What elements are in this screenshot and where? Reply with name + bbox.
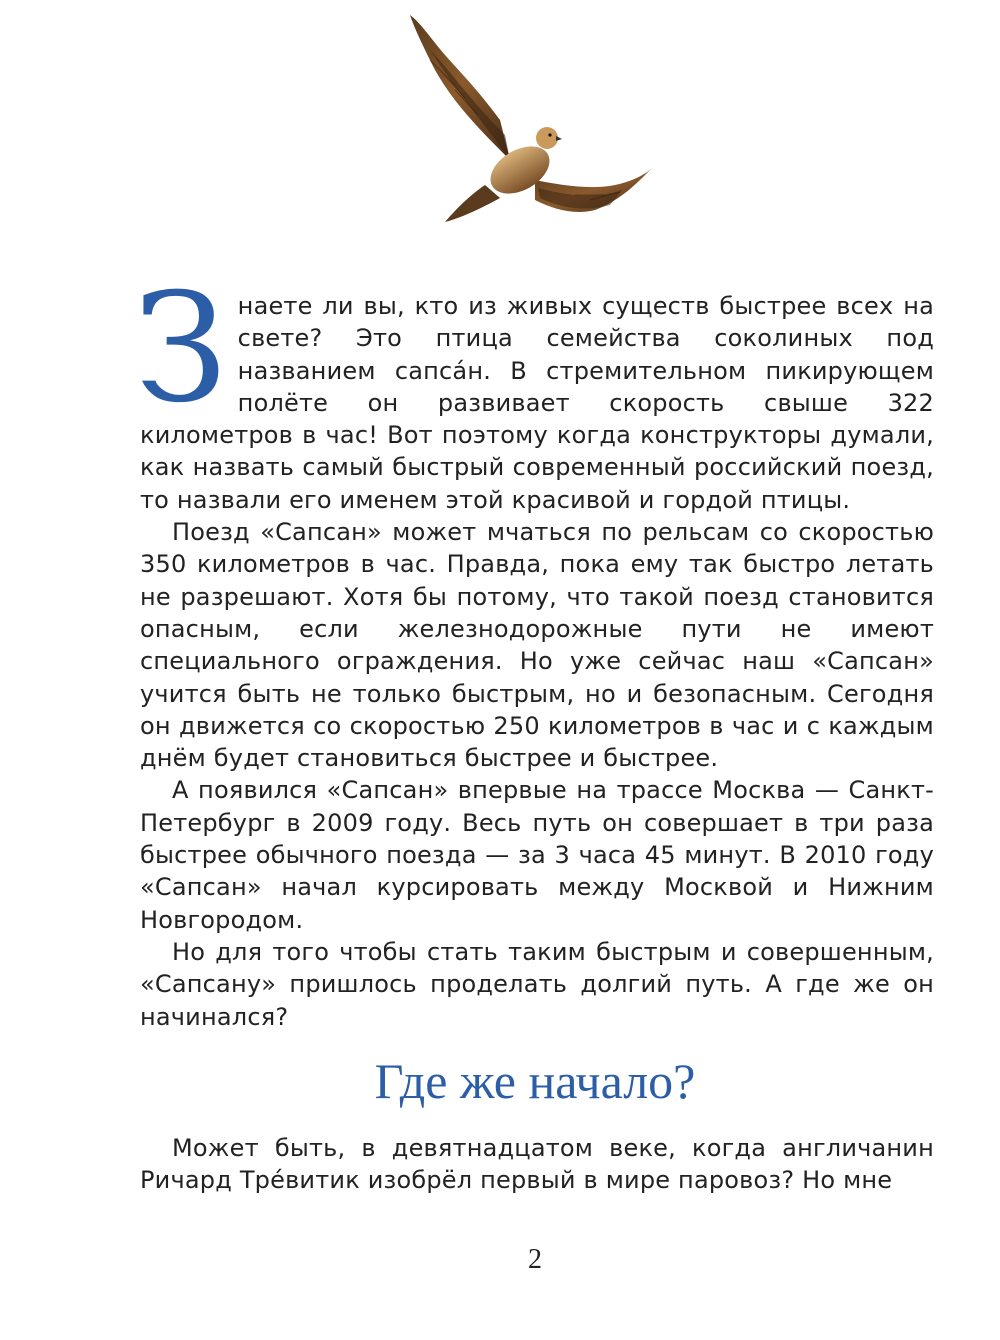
paragraph-3: А появился «Сапсан» впервые на трассе Москва — Санкт-Петербург в 2009 году. Весь путь он совершает в три раза быстрее обычного поезда — за 3 часа 45 минут. В 2010 году «Сапсан» начал курсировать между Москвой и Нижним Новгородом.	[140, 776, 934, 934]
section-text	[140, 1132, 934, 1197]
falcon-illustration	[360, 10, 660, 225]
head	[536, 127, 558, 149]
main-text	[134, 262, 934, 1033]
page-number: 2	[528, 1244, 542, 1275]
paragraph-4: Но для того чтобы стать таким быстрым и совершенным, «Сапсану» пришлось проделать долгий путь. А где же он начинался?	[140, 937, 934, 1031]
tail	[445, 185, 500, 222]
drop-cap: З	[134, 262, 228, 436]
paragraph-2: Поезд «Сапсан» может мчаться по рельсам со скоростью 350 километров в час. Правда, пока ему так быстро летать не разрешают. Хотя бы потому, что такой поезд становится опасным, если железнодорожные пути не имеют специального ограждения. Но уже сейчас наш «Сапсан» учится быть не только быстрым, но и безопасным. Сегодня он движется со скоростью 250 километров в час и с каждым днём будет становиться быстрее и быстрее.	[140, 518, 934, 773]
section-paragraph: Может быть, в девятнадцатом веке, когда англичанин Ричард Трéвитик изобрёл первый в мире паровоз? Но мне	[140, 1134, 934, 1195]
section-heading: Где же начало?	[374, 1053, 696, 1109]
intro-paragraph: Знаете ли вы, кто из живых существ быстрее всех на свете? Это птица семейства соколиных под названием сапсáн. В стремительном пикирующем полёте он развивает скорость свыше 322 километров в час! Вот поэтому когда конструкторы думали, как назвать самый быстрый современный российский поезд, то назвали его именем этой красивой и гордой птицы.	[134, 262, 934, 514]
